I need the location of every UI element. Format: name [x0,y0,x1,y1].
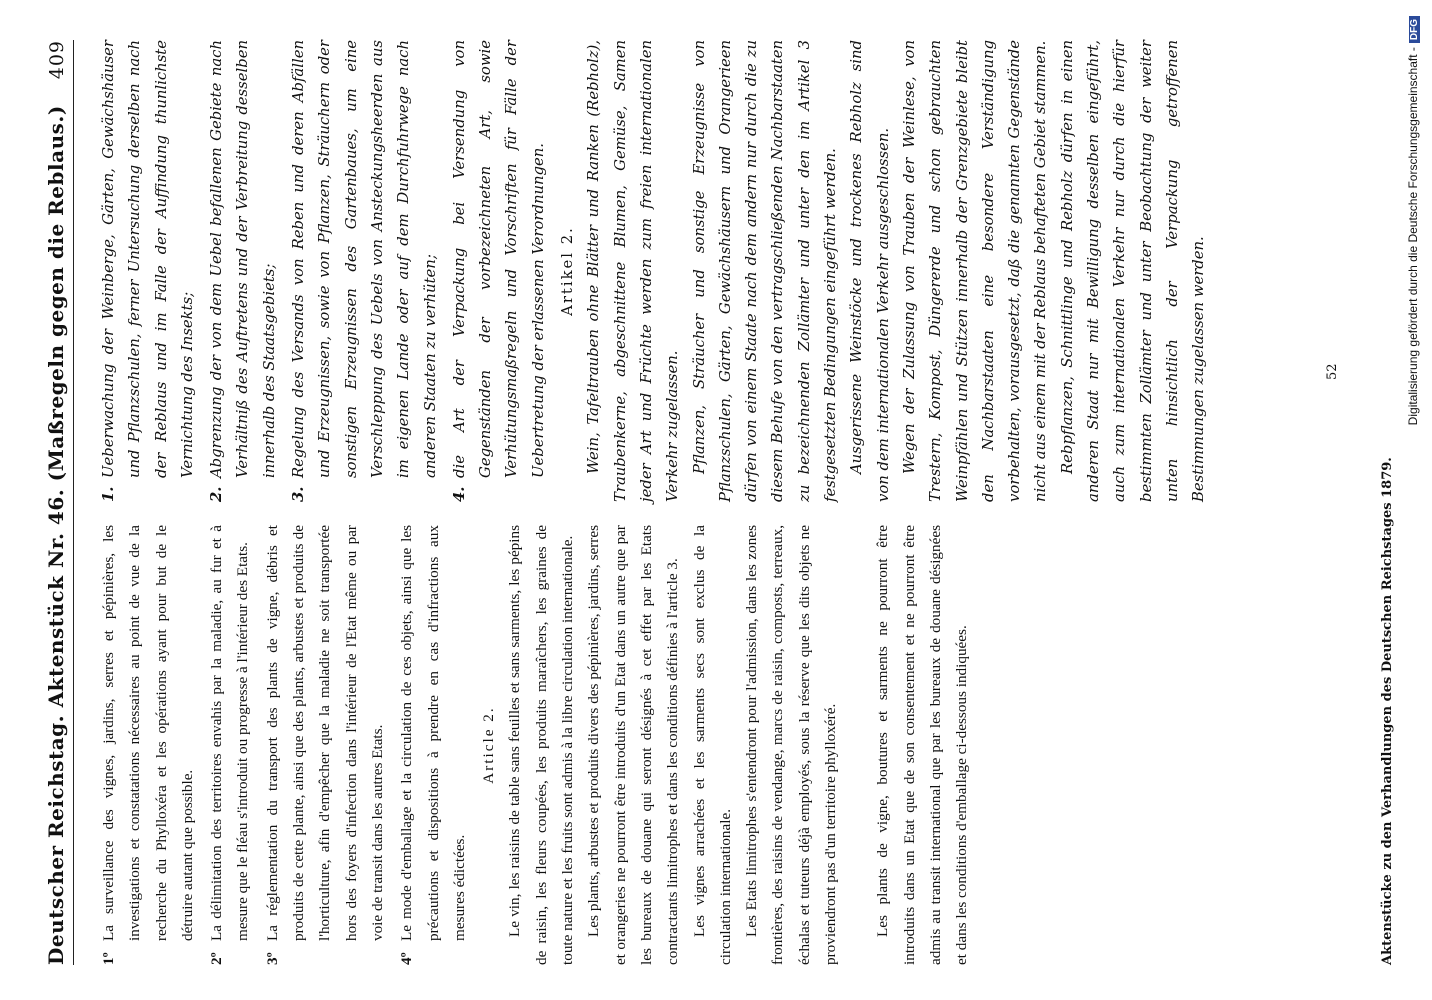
page-footer: Aktenstücke zu den Verhandlungen des Deutschen Reichstages 1879. [1380,457,1395,965]
german-paragraph: Pflanzen, Sträucher und sonstige Erzeugnisse von Pflanzschulen, Gärten, Gewächshäusern und Orangerieen dürfen von einem Staate nach dem andern nur durch die zu diesem Behufe von den vertragschließenden Nachbarstaaten zu bezeichnenden Zollämter und unter den im Artikel 3 festgesetzten Bedingungen eingeführt werden. [690,40,840,502]
french-paragraph: Les Etats limitrophes s'entendront pour l'admission, dans les zones frontières, des raisins de vendange, marcs de raisin, composts, terreaux, échalas et tuteurs déjà employés, sous la réserve que les dits objets ne proviendront pas d'un territoire phylloxéré. [743,525,840,965]
page-number: 409 [46,40,68,80]
header-rule [73,40,74,965]
french-item-4: 4º Le mode d'emballage et la circulation de ces objets, ainsi que les précautions et dispositions à prendre en cas d'infractions aux mesures édictées. [398,525,468,965]
french-paragraph: Le vin, les raisins de table sans feuilles et sans sarments, les pépins de raisin, les fleurs coupées, les produits maraîchers, les graines de toute nature et les fruits sont admis à la libre circulation internationale. [506,525,577,965]
dfg-logo: DFG [1409,16,1420,43]
german-item-2: 2. Abgrenzung der von dem Uebel befallenen Gebiete nach Verhältniß des Auftretens und der Verbreitung desselben innerhalb des Staatsgebiets; [208,40,278,502]
french-paragraph: Les plants, arbustes et produits divers des pépinières, jardins, serres et orangeries ne pourront être introduits d'un Etat dans un autre que par les bureaux de douane qui seront désignés à cet effet par les Etats contractants limitrophes et dans les conditions définies à l'article 3. [585,525,682,965]
running-title: Deutscher Reichstag. Aktenstück Nr. 46. (Maßregeln gegen die Reblaus.) [44,105,68,965]
french-item-1: 1º La surveillance des vignes, jardins, serres et pépinières, les investigations et constatations nécessaires au point de vue de la recherche du Phylloxéra et les opérations ayant pour but de le détruire autant que possible. [100,525,196,965]
french-item-2: 2º La délimitation des territoires envahis par la maladie, au fur et à mesure que le fléau s'introduit ou progresse à l'intérieur des Etats. [208,525,252,965]
german-item-3: 3. Regelung des Versands von Reben und deren Abfällen und Erzeugnissen, sowie von Pflanzen, Sträuchern oder sonstigen Erzeugnissen des Gartenbaues, um eine Verschleppung des Uebels von Ansteckungsheerden aus im eigenen Lande oder auf dem Durchfuhrwege nach anderen Staaten zu verhüten; [290,40,439,502]
french-paragraph: Les plants de vigne, boutures et sarments ne pourront être introduits dans un Etat que de son consentement et ne pourront être admis au transit international que par les bureaux de douane désignées et dans les conditions d'emballage ci-dessous indiquées. [874,525,971,965]
german-item-4: 4. die Art der Verpackung bei Versendung von Gegenständen der vorbezeichneten Art, sowie Verhütungsmaßregeln und Vorschriften für Fälle der Uebertretung der erlassenen Verordnungen. [450,40,547,502]
german-paragraph: Wegen der Zulassung von Trauben der Weinlese, von Trestern, Kompost, Düngererde und schon gebrauchten Weinpfählen und Stützen innerhalb der Grenzgebiete bleibt den Nachbarstaaten eine besondere Verständigung vorbehalten, vorausgesetzt, daß die genannten Gegenstände nicht aus einem mit der Reblaus behafteten Gebiet stammen. [900,40,1050,502]
german-item-1: 1. Ueberwachung der Weinberge, Gärten, Gewächshäuser und Pflanzschulen, ferner Untersuchung derselben nach der Reblaus und im Falle der Auffindung thunlichste Vernichtung des Insekts; [100,40,196,502]
page-header [28,40,68,965]
spacer [844,525,870,965]
german-column [96,40,1212,502]
french-item-3: 3º La réglementation du transport des plants de vigne, débris et produits de cette plante, ainsi que des plants, arbustes et produits de l'horticulture, afin d'empêcher que la maladie ne soit transportée hors des foyers d'infection dans l'intérieur de l'Etat même ou par voie de transit dans les autres Etats. [263,525,386,965]
french-article-title: Article 2. [480,706,498,784]
french-paragraph: Les vignes arrachées et les sarments secs sont exclus de la circulation internationale. [690,525,734,965]
french-column [96,525,976,965]
digitization-sidebar [1400,0,1432,1000]
german-paragraph: Wein, Tafeltrauben ohne Blätter und Ranken (Rebholz), Traubenkerne, abgeschnittene Blumen, Gemüse, Samen jeder Art und Früchte werden zum freien internationalen Verkehr zugelassen. [585,40,682,502]
german-paragraph: Ausgerissene Weinstöcke und trockenes Rebholz sind von dem internationalen Verkehr ausgeschlossen. [848,40,892,502]
signature-mark: 52 [1325,363,1340,380]
german-paragraph: Rebpflanzen, Schnittlinge und Rebholz dürfen in einen anderen Staat nur mit Bewilligung desselben eingeführt, auch zum internationalen Verkehr nur durch die hierfür bestimmten Zollämter und unter Beobachtung der weiter unten hinsichtlich der Verpackung getroffenen Bestimmungen zugelassen werden. [1058,40,1208,502]
sidebar-text: Digitalisierung gefördert durch die Deutsche Forschungsgemeinschaft - [1406,47,1420,426]
german-article-title: Artikel 2. [559,226,577,316]
